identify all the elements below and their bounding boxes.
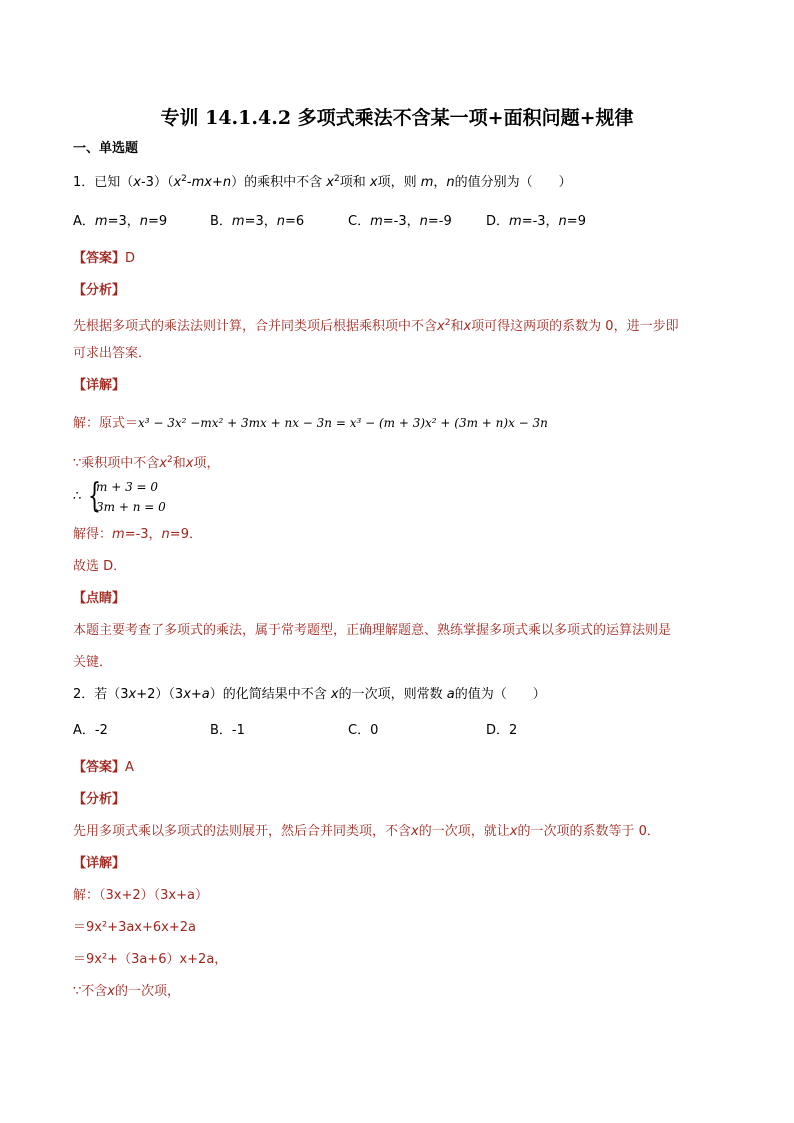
system-equation-1: m + 3 = 0 bbox=[96, 480, 159, 494]
q2-answer: 【答案】A bbox=[73, 760, 134, 775]
q1-choose: 故选 D． bbox=[73, 559, 127, 574]
q1-option-a: A．m=3，n=9 bbox=[73, 214, 168, 229]
page-title: 专训 14.1.4.2 多项式乘法不含某一项+面积问题+规律 bbox=[160, 107, 634, 129]
section-heading: 一、单选题 bbox=[73, 141, 139, 156]
q1-analysis-tag: 【分析】 bbox=[73, 283, 126, 298]
q1-comment-line-2: 关键． bbox=[73, 655, 113, 670]
q1-option-d: D．m=-3，n=9 bbox=[486, 214, 586, 229]
question-2-stem: 2．若（3x+2）（3x+a）的化简结果中不含 x的一次项，则常数 a的值为（ ） bbox=[73, 687, 546, 702]
q1-answer: 【答案】D bbox=[73, 251, 136, 266]
q2-analysis-line: 先用多项式乘以多项式的法则展开，然后合并同类项，不含x的一次项，就让x的一次项的系数等于 0． bbox=[73, 824, 660, 839]
q1-analysis-line-1: 先根据多项式的乘法法则计算，合并同类项后根据乘积项中不含$x^2$和x项可得这两项的系数为 0，进一步即 bbox=[73, 318, 679, 334]
q2-detail-line-2: ＝9x²+3ax+6x+2a bbox=[73, 920, 196, 935]
q2-detail-tag: 【详解】 bbox=[73, 856, 126, 871]
therefore-symbol: ∴ bbox=[73, 489, 82, 504]
question-1-stem: 1．已知$(x-3)(x^2-mx+n)$的乘积中不含 $x^2$项和 x项，则 m，n的值分别为（ ） bbox=[73, 174, 572, 190]
q1-option-b: B．m=3，n=6 bbox=[210, 214, 305, 229]
q1-because-line: ∵乘积项中不含$x^2$和x项， bbox=[73, 455, 220, 471]
system-equation-2: 3m + n = 0 bbox=[96, 500, 166, 514]
q1-solution-expansion: 解：原式＝x³ − 3x² −mx² + 3mx + nx − 3n = x³ − (m + 3)x² + (3m + n)x − 3n bbox=[73, 416, 548, 431]
q1-result: 解得：m=-3，n=9． bbox=[73, 527, 202, 542]
q2-option-a: A．-2 bbox=[73, 723, 108, 738]
q1-analysis-line-2: 可求出答案． bbox=[73, 346, 152, 361]
q2-analysis-tag: 【分析】 bbox=[73, 792, 126, 807]
q1-detail-tag: 【详解】 bbox=[73, 378, 126, 393]
system-brace: { bbox=[88, 476, 101, 516]
q2-detail-line-3: ＝9x²+（3a+6）x+2a， bbox=[73, 952, 228, 967]
q1-comment-line-1: 本题主要考查了多项式的乘法，属于常考题型，正确理解题意、熟练掌握多项式乘以多项式的运算法则是 bbox=[73, 623, 672, 638]
q2-detail-line-1: 解：（3x+2）（3x+a） bbox=[73, 888, 208, 903]
q1-option-c: C．m=-3，n=-9 bbox=[348, 214, 452, 229]
q2-option-b: B．-1 bbox=[210, 723, 245, 738]
q2-detail-line-4: ∵不含x的一次项， bbox=[73, 984, 180, 999]
q2-option-c: C．0 bbox=[348, 723, 379, 738]
q1-comment-tag: 【点睛】 bbox=[73, 591, 126, 606]
q2-option-d: D．2 bbox=[486, 723, 518, 738]
